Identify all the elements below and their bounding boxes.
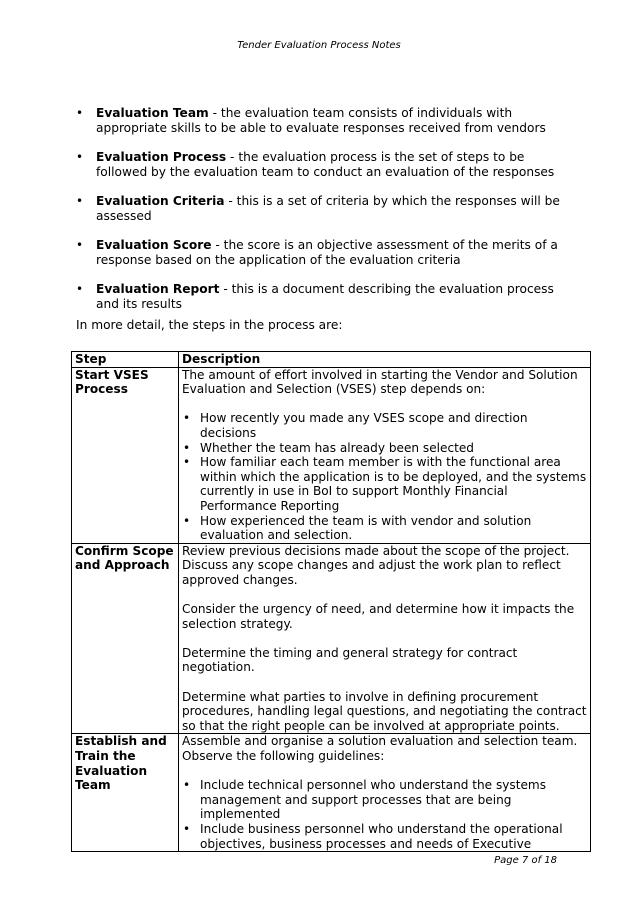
description-paragraph: Review previous decisions made about the scope of the project. Discuss any scope changes and adjust the work plan to reflect approved changes. (182, 543, 570, 587)
step-name: Start VSES Process (72, 367, 179, 543)
description-bullet: • Include technical personnel who understand the systems management and support processes that are being implemented (182, 778, 587, 822)
description-bullets (182, 411, 587, 542)
step-name: Establish and Train the Evaluation Team (72, 734, 179, 852)
definition-text: - the evaluation process is the set of steps to be followed by the evaluation team to conduct an evaluation of the responses (96, 150, 555, 179)
definition-term: Evaluation Score (96, 238, 212, 252)
steps-table (71, 351, 591, 852)
description-bullet: • Include business personnel who understand the operational objectives, business processes and needs of Executive (182, 822, 587, 851)
table-row (72, 367, 591, 543)
step-description (179, 734, 591, 852)
description-bullets (182, 778, 587, 851)
table-row (72, 734, 591, 852)
column-header-description: Description (179, 352, 591, 368)
intro-text: In more detail, the steps in the process are: (76, 318, 343, 332)
definition-text: - the score is an objective assessment of the merits of a response based on the application of the evaluation criteria (96, 238, 558, 267)
step-description (179, 543, 591, 734)
definition-term: Evaluation Criteria (96, 194, 225, 208)
description-paragraph: Determine the timing and general strategy for contract negotiation. (182, 645, 518, 675)
description-paragraph: Determine what parties to involve in defining procurement procedures, handling legal questions, and negotiating the contract so that the right people can be involved at appropriate points. (182, 689, 587, 733)
step-description (179, 367, 591, 543)
description-paragraph: Assemble and organise a solution evaluation and selection team. Observe the following guidelines: (182, 734, 578, 764)
description-bullet: • How recently you made any VSES scope and direction decisions (182, 411, 587, 440)
table-header-row (72, 352, 591, 368)
step-name: Confirm Scope and Approach (72, 543, 179, 734)
definitions-list (76, 106, 576, 326)
description-paragraph: Consider the urgency of need, and determine how it impacts the selection strategy. (182, 602, 575, 631)
definition-term: Evaluation Team (96, 106, 209, 120)
definition-item (76, 106, 576, 136)
page-number: Page 7 of 18 (494, 855, 557, 866)
definition-item (76, 150, 576, 180)
definition-text: - this is a set of criteria by which the responses will be assessed (96, 194, 560, 223)
definition-text: - this is a document describing the evaluation process and its results (96, 282, 554, 311)
definition-term: Evaluation Report (96, 282, 220, 296)
definition-item (76, 238, 576, 268)
definition-text: - the evaluation team consists of individuals with appropriate skills to be able to evaluate responses received from vendors (96, 106, 546, 135)
description-bullet: • How familiar each team member is with the functional area within which the application is to be deployed, and the systems currently in use in BoI to support Monthly Financial Performance Reporting (182, 455, 587, 513)
description-bullet: • Whether the team has already been selected (182, 441, 587, 456)
definition-term: Evaluation Process (96, 150, 227, 164)
column-header-step: Step (72, 352, 179, 368)
definition-item (76, 282, 576, 312)
description-bullet: • How experienced the team is with vendor and solution evaluation and selection. (182, 514, 587, 543)
definition-item (76, 194, 576, 224)
description-paragraph: The amount of effort involved in starting the Vendor and Solution Evaluation and Selection (VSES) step depends on: (182, 367, 578, 397)
table-row (72, 543, 591, 734)
page-header: Tender Evaluation Process Notes (237, 40, 401, 51)
